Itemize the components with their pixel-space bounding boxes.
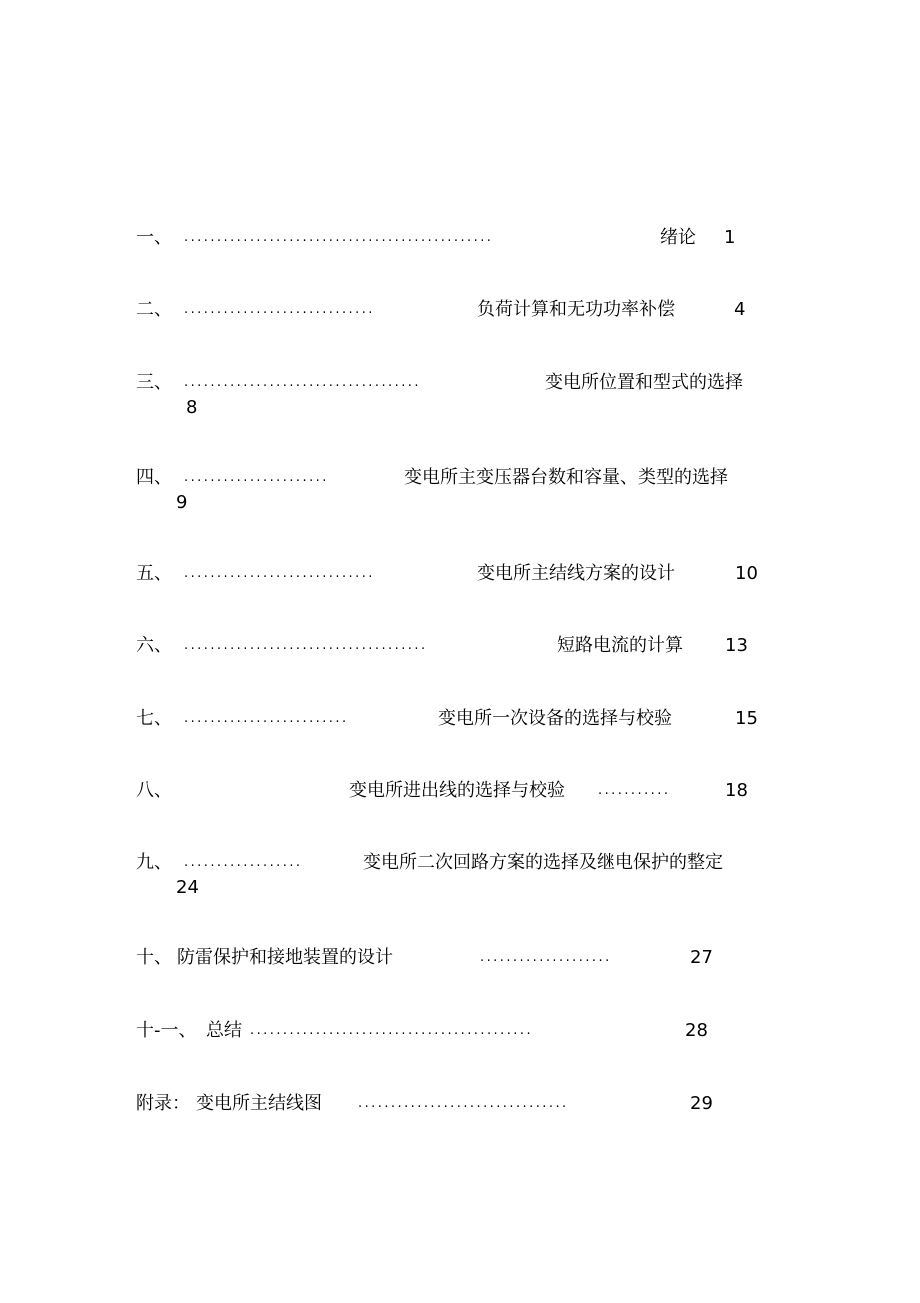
- toc-entry-number: 四、: [136, 467, 172, 488]
- toc-entry-page: 29: [690, 1093, 713, 1114]
- toc-entry-page: 4: [734, 299, 746, 320]
- toc-entry-page: 8: [186, 397, 198, 418]
- toc-leader-dots: ...............................................: [184, 230, 494, 245]
- toc-leader-dots: ....................................: [184, 375, 421, 390]
- toc-entry-number: 附录：: [136, 1093, 190, 1114]
- toc-entry-title: 变电所主结线图: [196, 1093, 322, 1114]
- toc-leader-dots: .............................: [184, 302, 375, 317]
- toc-leader-dots: ...........................................: [250, 1023, 534, 1038]
- toc-entry-page: 1: [724, 227, 736, 248]
- toc-entry-number: 三、: [136, 372, 172, 393]
- toc-entry-title: 变电所一次设备的选择与校验: [438, 708, 672, 729]
- toc-entry-title: 变电所进出线的选择与校验: [349, 780, 565, 801]
- toc-entry-number: 十-一、: [136, 1020, 197, 1041]
- toc-entry-number: 一、: [136, 227, 172, 248]
- toc-entry-number: 七、: [136, 708, 172, 729]
- toc-entry-page: 10: [735, 563, 758, 584]
- toc-entry-number: 九、: [136, 852, 172, 873]
- toc-entry-page: 13: [725, 635, 748, 656]
- toc-leader-dots: .....................................: [184, 638, 428, 653]
- toc-entry-title: 变电所主变压器台数和容量、类型的选择: [404, 467, 728, 488]
- toc-entry-number: 八、: [136, 780, 172, 801]
- toc-entry-title: 短路电流的计算: [557, 635, 683, 656]
- toc-leader-dots: ...........: [598, 783, 671, 798]
- toc-entry-number: 二、: [136, 299, 172, 320]
- toc-entry-page: 27: [690, 947, 713, 968]
- toc-entry-title: 总结: [206, 1020, 242, 1041]
- toc-entry-page: 15: [735, 708, 758, 729]
- toc-leader-dots: ....................: [480, 950, 612, 965]
- toc-entry-title: 防雷保护和接地装置的设计: [177, 947, 393, 968]
- toc-entry-title: 变电所位置和型式的选择: [545, 372, 743, 393]
- toc-entry-title: 绪论: [660, 227, 696, 248]
- toc-leader-dots: .........................: [184, 711, 349, 726]
- toc-entry-number: 十、: [136, 947, 172, 968]
- toc-leader-dots: ..................: [184, 855, 303, 870]
- toc-entry-page: 28: [685, 1020, 708, 1041]
- toc-leader-dots: .............................: [184, 566, 375, 581]
- toc-entry-page: 9: [176, 492, 188, 513]
- toc-leader-dots: ................................: [358, 1096, 569, 1111]
- toc-entry-number: 六、: [136, 635, 172, 656]
- toc-leader-dots: ......................: [184, 470, 329, 485]
- toc-entry-title: 负荷计算和无功功率补偿: [477, 299, 675, 320]
- toc-entry-title: 变电所二次回路方案的选择及继电保护的整定: [363, 852, 723, 873]
- toc-entry-page: 24: [176, 877, 199, 898]
- toc-entry-title: 变电所主结线方案的设计: [477, 563, 675, 584]
- toc-entry-page: 18: [725, 780, 748, 801]
- toc-entry-number: 五、: [136, 563, 172, 584]
